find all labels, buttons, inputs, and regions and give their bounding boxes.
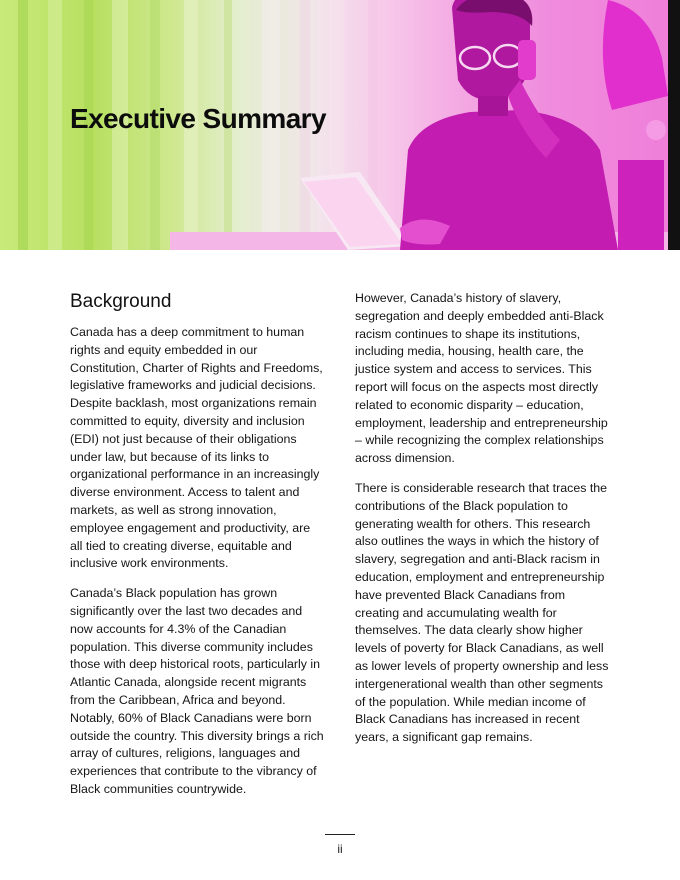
paragraph: There is considerable research that traces the contributions of the Black population to generating wealth for others. This research also outlines the ways in which the history of slavery, segregation and anti-Black racism in education, employment and entrepreneurship have prevented Black Canadians from creating and accumulating wealth for themselves. The data clearly show higher levels of poverty for Black Canadians, as well as lower levels of property ownership and less intergenerational wealth than other segments of the population. While median income of Black Canadians has increased in recent years, a significant gap remains. [355,480,609,745]
section-heading: Background [70,291,172,312]
paragraph: However, Canada’s history of slavery, segregation and deeply embedded anti-Black racism continues to shape its institutions, including media, housing, health care, the justice system and access to services. This report will focus on the aspects most directly related to economic disparity – education, employment, leadership and entrepreneurship – while recognizing the complex relationships across dimension. [355,291,608,466]
page-title: Executive Summary [70,103,326,134]
desk-lamp [603,0,668,250]
hero-banner [0,0,668,250]
right-column [355,290,610,759]
footer-divider [325,834,355,835]
paragraph: Canada’s Black population has grown significantly over the last two decades and now accounts for 4.3% of the Canadian population. This diverse community includes those with deep historical roots, particularly in Atlantic Canada, alongside recent migrants from the Caribbean, Africa and beyond. Notably, 60% of Black Canadians were born outside the country. This diversity brings a rich array of cultures, religions, languages and experiences that contribute to the vibrancy of Black communities countrywide. [70,586,324,796]
person-on-phone [400,0,618,250]
page-number: ii [337,842,343,856]
paragraph: Canada has a deep commitment to human rights and equity embedded in our Constitution, Charter of Rights and Freedoms, legislative frameworks and judicial decisions. Despite backlash, most organizations remain committed to equity, diversity and inclusion (EDI) not just because of their obligations under law, but because of its links to organizational performance in an increasingly diverse environment. Access to talent and markets, as well as strong innovation, employee engagement and productivity, are all tied to creating diverse, equitable and inclusive work environments. [70,325,323,571]
hero-edge-bar [668,0,680,250]
left-column [70,290,325,811]
